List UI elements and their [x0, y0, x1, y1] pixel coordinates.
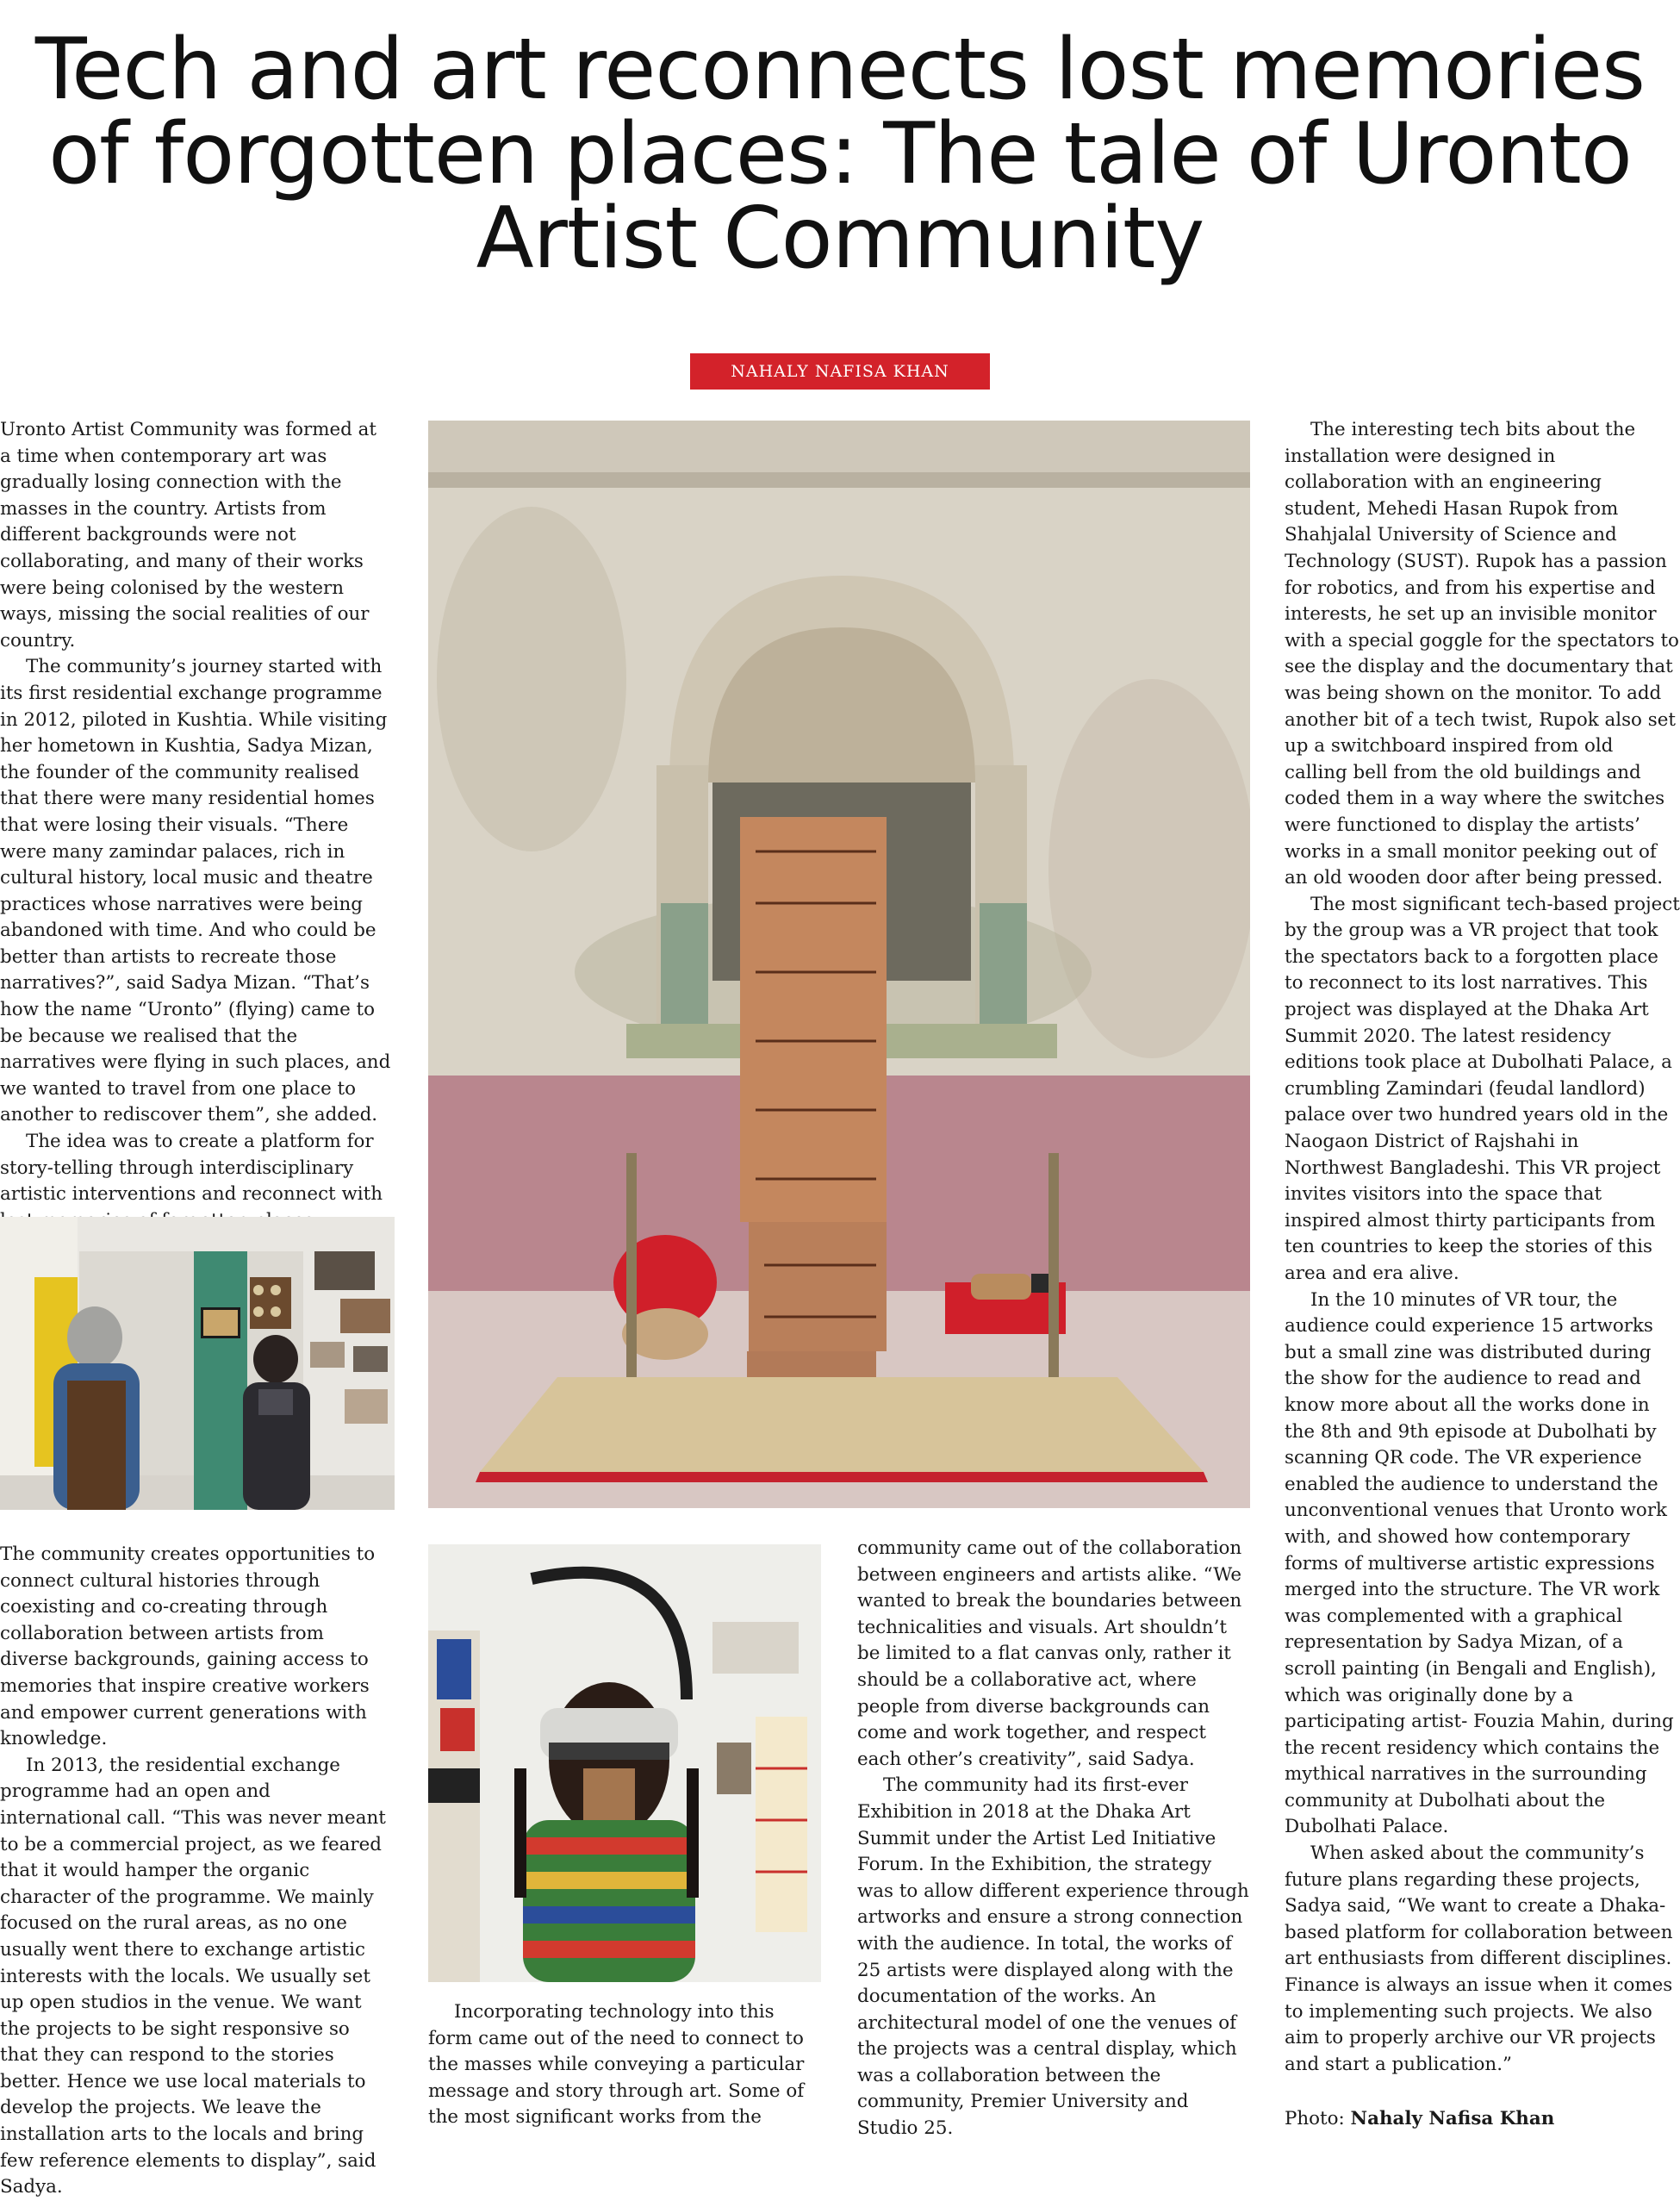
column-2-bottom [428, 1999, 821, 2131]
paragraph: The most significant tech-based project by the group was a VR project that took the spectators back to a forgotten place to reconnect to its lost narratives. This project was displayed at the Dhaka Art Summit 2020. The latest residency editions took place at Dubolhati Palace, a crumbling Zamindari (feudal landlord) palace over two hundred years old in the Naogaon District of Rajshahi in Northwest Bangladeshi. This VR project invites visitors into the space that inspired almost thirty participants from ten countries to keep the stories of this area and era alive. [1285, 893, 1680, 1284]
scroll-installation-photo [428, 421, 1250, 1508]
paragraph: In the 10 minutes of VR tour, the audience could experience 15 artworks but a small zine was distributed during the show for the audience to read and know more about all the works done in the 8th and 9th episode at Dubolhati by scanning QR code. The VR experience enabled the audience to understand the unconventional venues that Uronto work with, and showed how contemporary forms of multiverse artistic expressions merged into the structure. The VR work was complemented with a graphical representation by Sadya Mizan, of a scroll painting (in Bengali and English), which was originally done by a participating artist- Fouzia Mahin, during the recent residency which contains the mythical narratives in the surrounding community at Dubolhati about the Dubolhati Palace. [1285, 1288, 1674, 1838]
paragraph: community came out of the collaboration between engineers and artists alike. “We wanted to break the boundaries between technicalities and visuals. Art shouldn’t be limited to a flat canvas only, rather it should be a collaborative act, where people from diverse backgrounds can come and work together, and respect each other’s creativity”, said Sadya. [857, 1537, 1242, 1770]
column-1-bottom [0, 1542, 393, 2201]
headline-line-2: of forgotten places: The tale of Uronto [48, 105, 1632, 203]
headline [0, 21, 1680, 288]
headline-line-3: Artist Community [476, 190, 1204, 288]
paragraph: When asked about the community’s future plans regarding these projects, Sadya said, “We want to create a Dhaka-based platform for collaboration between art enthusiasts from different disciplines. Finance is always an issue when it comes to implementing such projects. We also aim to properly archive our VR projects and start a publication.” [1285, 1842, 1673, 2075]
paragraph: The community creates opportunities to connect cultural histories through coexisting and co-creating through collaboration between artists from diverse backgrounds, gaining access to memories that inspire creative workers and empower current generations with knowledge. [0, 1543, 376, 1750]
photo-credit [1285, 2106, 1680, 2133]
photo-credit-label: Photo: [1285, 2108, 1345, 2129]
paragraph: Incorporating technology into this form came out of the need to connect to the masses while conveying a particular message and story through art. Some of the most significant works from the [428, 2001, 805, 2129]
paragraph: The community had its first-ever Exhibition in 2018 at the Dhaka Art Summit under the Artist Led Initiative Forum. In the Exhibition, the strategy was to allow different experience through artworks and ensure a strong connection with the audience. In total, the works of 25 artists were displayed along with the documentation of the works. An architectural model of one the venues of the projects was a central display, which was a collaboration between the community, Premier University and Studio 25. [857, 1774, 1249, 2140]
paragraph: In 2013, the residential exchange programme had an open and international call. “This was never meant to be a commercial project, as we feared that it would hamper the organic character of the programme. We mainly focused on the rural areas, as no one usually went there to exchange artistic interests with the locals. We usually set up open studios in the venue. We want the projects to be sight responsive so that they can respond to the stories better. Hence we use local materials to develop the projects. We leave the installation arts to the locals and bring few reference elements to display”, said Sadya. [0, 1754, 386, 2198]
paragraph: The idea was to create a platform for story-telling through interdisciplinary artistic interventions and reconnect with [0, 1131, 383, 1206]
column-1-top [0, 417, 393, 1234]
column-4 [1285, 417, 1680, 2078]
vr-headset-photo [428, 1544, 821, 1982]
photo-credit-name: Nahaly Nafisa Khan [1350, 2108, 1555, 2129]
paragraph: The interesting tech bits about the installation were designed in collaboration with an engineering student, Mehedi Hasan Rupok from Shahjalal University of Science and Technology (SUST). Rupok has a passion for robotics, and from his expertise and interests, he set up an invisible monitor with a special goggle for the spectators to see the display and the documentary that was being shown on the monitor. To add another bit of a tech twist, Rupok also set up a switchboard inspired from old calling bell from the old buildings and coded them in a way where the switches were functioned to display the artists’ works in a small monitor peeking out of an old wooden door after being pressed. [1285, 419, 1679, 889]
column-3-bottom [857, 1536, 1250, 2142]
headline-line-1: Tech and art reconnects lost memories [34, 21, 1646, 119]
paragraph: Uronto Artist Community was formed at a time when contemporary art was gradually losing connection with the masses in the country. Artists from different backgrounds were not collaborating, and many of their works were being colonised by the western ways, missing the social realities of our country. [0, 419, 376, 652]
exhibition-photo [0, 1217, 395, 1510]
byline: NAHALY NAFISA KHAN [690, 353, 990, 390]
paragraph: The community’s journey started with its first residential exchange programme in 2012, piloted in Kushtia. While visiting her hometown in Kushtia, Sadya Mizan, the founder of the community realised that there were many residential homes that were losing their visuals. “There were many zamindar palaces, rich in cultural history, local music and theatre practices whose narratives were being abandoned with time. And who could be better than artists to recreate those narratives?”, said Sadya Mizan. “That’s how the name “Uronto” (flying) came to be because we realised that the narratives were flying in such places, and we wanted to travel from one place to another to rediscover them”, she added. [0, 656, 391, 1126]
